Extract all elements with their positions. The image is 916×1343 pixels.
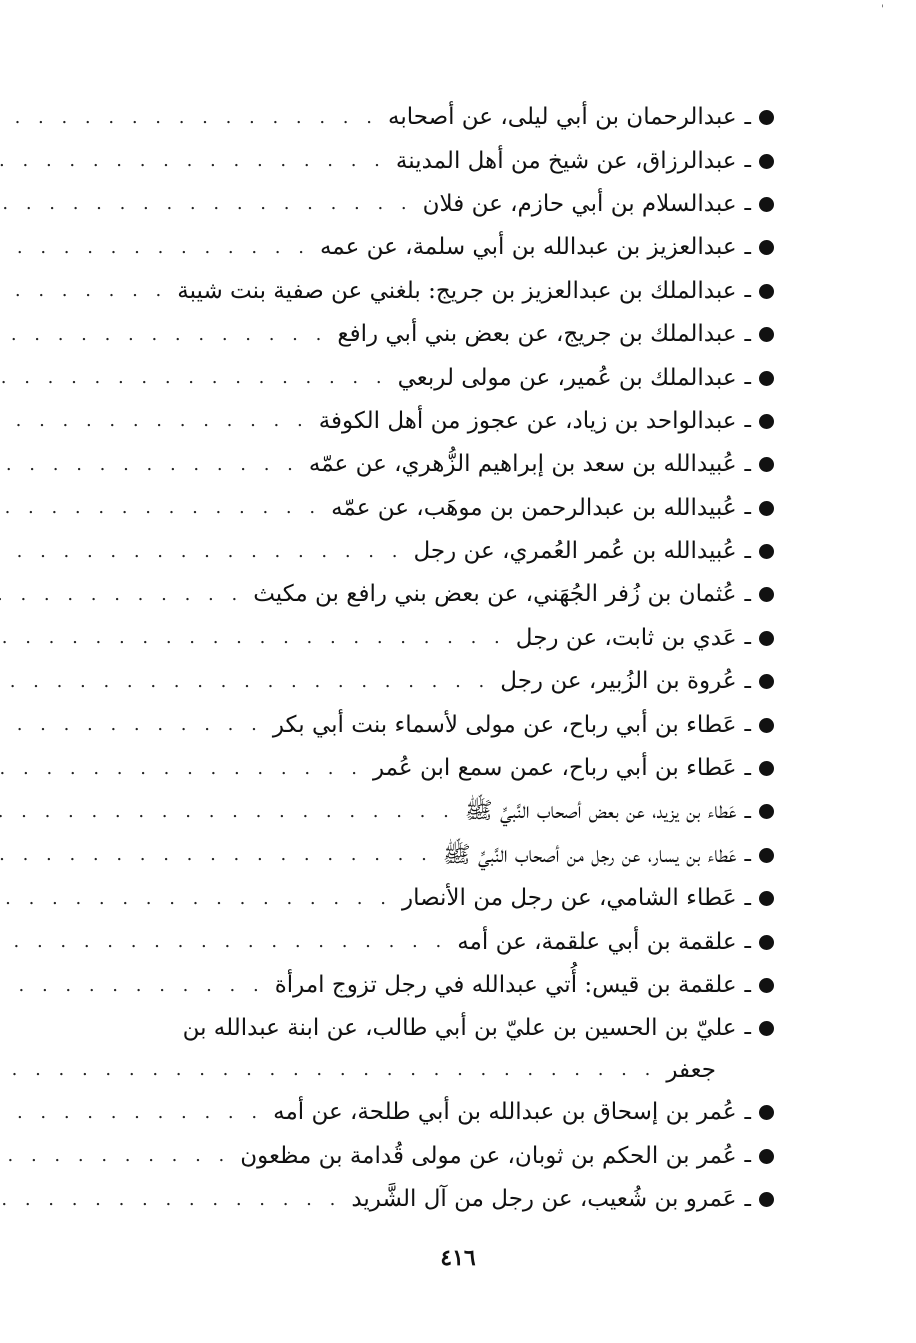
bullet-icon xyxy=(759,544,774,559)
bullet-icon xyxy=(759,848,774,863)
bullet-icon xyxy=(759,501,774,516)
index-entry xyxy=(62,487,774,530)
entry-text: عبدالملك بن جريج، عن بعض بني أبي رافع xyxy=(337,321,737,348)
dot-leader xyxy=(0,846,433,864)
bullet-icon xyxy=(759,197,774,212)
index-entry xyxy=(62,920,774,963)
entry-dash: ـ xyxy=(744,408,751,434)
dot-leader xyxy=(0,282,167,300)
entry-dash: ـ xyxy=(744,712,751,738)
dot-leader xyxy=(0,1147,230,1165)
index-entry xyxy=(62,617,774,660)
dot-leader xyxy=(0,1061,656,1079)
index-entry xyxy=(62,703,774,746)
bullet-icon xyxy=(759,761,774,776)
entry-text: عَطاء الشامي، عن رجل من الأنصار xyxy=(401,885,737,912)
bullet-icon xyxy=(759,327,774,342)
entry-text-line2: جعفر xyxy=(666,1056,716,1083)
entry-text: عبدالرزاق، عن شيخ من أهل المدينة xyxy=(395,147,737,174)
dot-leader xyxy=(0,716,263,734)
index-entry xyxy=(62,964,774,1007)
index-entry xyxy=(62,226,774,269)
entry-text-line1: عليّ بن الحسين بن عليّ بن أبي طالب، عن ابنة عبدالله بن xyxy=(182,1014,737,1041)
entry-text: عُروة بن الزُبير، عن رجل xyxy=(500,668,737,695)
dot-leader xyxy=(0,586,243,604)
dot-leader xyxy=(0,499,321,517)
dot-leader xyxy=(0,195,413,213)
entry-text: عبدالملك بن عبدالعزيز بن جريج: بلغني عن صفية بنت شيبة xyxy=(177,277,737,304)
index-entry xyxy=(62,313,774,356)
bullet-icon xyxy=(759,587,774,602)
bullet-icon xyxy=(759,718,774,733)
bullet-icon xyxy=(759,804,774,819)
dot-leader xyxy=(0,109,378,127)
entry-dash: ـ xyxy=(744,1015,751,1041)
entry-text: عَطاء بن يزيد، عن بعض أصحاب النَّبيِّ ﷺ xyxy=(464,798,737,825)
entry-dash: ـ xyxy=(744,798,751,824)
dot-leader xyxy=(0,152,386,170)
dot-leader xyxy=(0,1104,263,1122)
entry-dash: ـ xyxy=(744,1186,751,1212)
dot-leader xyxy=(0,326,327,344)
bullet-icon xyxy=(759,935,774,950)
entry-text: عُبيدالله بن عُمر العُمري، عن رجل xyxy=(413,538,737,565)
index-entry xyxy=(62,1091,774,1134)
entry-dash: ـ xyxy=(744,972,751,998)
entry-dash: ـ xyxy=(744,1143,751,1169)
entry-dash: ـ xyxy=(744,148,751,174)
index-entry xyxy=(62,660,774,703)
entry-text: عُبيدالله بن عبدالرحمن بن موهَب، عن عمّه xyxy=(331,494,737,521)
index-entry xyxy=(62,270,774,313)
entry-text: عبدالعزيز بن عبدالله بن أبي سلمة، عن عمه xyxy=(319,234,737,261)
dot-leader xyxy=(0,543,403,561)
index-entry-multiline xyxy=(62,1007,774,1091)
bullet-icon xyxy=(759,674,774,689)
entry-dash: ـ xyxy=(744,842,751,868)
dot-leader xyxy=(0,456,299,474)
entry-dash: ـ xyxy=(744,625,751,651)
dot-leader xyxy=(0,803,455,821)
bullet-icon xyxy=(759,371,774,386)
entry-dash: ـ xyxy=(744,581,751,607)
index-entry xyxy=(62,400,774,443)
entry-dash: ـ xyxy=(744,365,751,391)
index-entry xyxy=(62,1135,774,1178)
entry-text: عبدالسلام بن أبي حازم، عن فلان xyxy=(422,190,737,217)
dot-leader xyxy=(0,977,265,995)
index-entry xyxy=(62,834,774,877)
entry-dash: ـ xyxy=(744,451,751,477)
index-entry xyxy=(62,356,774,399)
entry-text: عبدالواحد بن زياد، عن عجوز من أهل الكوفة xyxy=(318,407,737,434)
entry-dash: ـ xyxy=(744,668,751,694)
entry-text: عُمر بن الحكم بن ثوبان، عن مولى قُدامة بن مظعون xyxy=(240,1142,737,1169)
entry-text: عَطاء بن أبي رباح، عمن سمع ابن عُمر xyxy=(372,755,737,782)
index-entry xyxy=(62,443,774,486)
entry-dash: ـ xyxy=(744,191,751,217)
bullet-icon xyxy=(759,110,774,125)
entry-dash: ـ xyxy=(744,234,751,260)
bullet-icon xyxy=(759,1021,774,1036)
bullet-icon xyxy=(759,631,774,646)
page-number: ٤١٦ xyxy=(440,1245,476,1271)
index-entry xyxy=(62,530,774,573)
index-entry xyxy=(62,747,774,790)
dot-leader xyxy=(0,369,388,387)
entry-dash: ـ xyxy=(744,885,751,911)
dot-leader xyxy=(0,673,490,691)
index-entry xyxy=(62,790,774,833)
corner-mark: ' xyxy=(881,4,884,15)
entry-text: عَطاء بن يسار، عن رجل من أصحاب النَّبيِّ ﷺ xyxy=(442,841,737,868)
bullet-icon xyxy=(759,1149,774,1164)
entry-text: علقمة بن قيس: أُتي عبدالله في رجل تزوج امرأة xyxy=(274,972,737,998)
index-entry xyxy=(62,573,774,616)
index-entry xyxy=(62,96,774,139)
bullet-icon xyxy=(759,154,774,169)
entry-dash: ـ xyxy=(744,321,751,347)
dot-leader xyxy=(0,239,310,257)
dot-leader xyxy=(0,933,447,951)
entry-text: عبدالرحمان بن أبي ليلى، عن أصحابه xyxy=(387,104,737,131)
entry-dash: ـ xyxy=(744,278,751,304)
entry-dash: ـ xyxy=(744,538,751,564)
bullet-icon xyxy=(759,414,774,429)
entry-dash: ـ xyxy=(744,929,751,955)
entry-text: عُبيدالله بن سعد بن إبراهيم الزُّهري، عن عمّه xyxy=(308,451,737,478)
entry-text: عَدي بن ثابت، عن رجل xyxy=(515,624,737,651)
index-entry xyxy=(62,183,774,226)
dot-leader xyxy=(0,412,309,430)
bullet-icon xyxy=(759,284,774,299)
entry-dash: ـ xyxy=(744,755,751,781)
entry-dash: ـ xyxy=(744,104,751,130)
bullet-icon xyxy=(759,978,774,993)
dot-leader xyxy=(0,629,506,647)
entry-text: عُثمان بن زُفر الجُهَني، عن بعض بني رافع بن مكيث xyxy=(253,581,737,608)
entry-text: عبدالملك بن عُمير، عن مولى لربعي xyxy=(397,364,737,391)
bullet-icon xyxy=(759,1192,774,1207)
index-entry xyxy=(62,877,774,920)
bullet-icon xyxy=(759,891,774,906)
index-entry xyxy=(62,1178,774,1221)
bullet-icon xyxy=(759,457,774,472)
dot-leader xyxy=(0,890,392,908)
bullet-icon xyxy=(759,1105,774,1120)
entry-text: عَطاء بن أبي رباح، عن مولى لأسماء بنت أبي بكر xyxy=(272,711,737,738)
entry-text: علقمة بن أبي علقمة، عن أمه xyxy=(457,928,737,955)
dot-leader xyxy=(0,760,363,778)
bullet-icon xyxy=(759,240,774,255)
index-entries-list xyxy=(62,96,774,1221)
entry-text: عُمر بن إسحاق بن عبدالله بن أبي طلحة، عن أمه xyxy=(273,1099,737,1126)
entry-dash: ـ xyxy=(744,1099,751,1125)
index-entry xyxy=(62,139,774,182)
entry-text: عَمرو بن شُعيب، عن رجل من آل الشَّريد xyxy=(351,1186,737,1213)
entry-dash: ـ xyxy=(744,495,751,521)
dot-leader xyxy=(0,1191,341,1209)
